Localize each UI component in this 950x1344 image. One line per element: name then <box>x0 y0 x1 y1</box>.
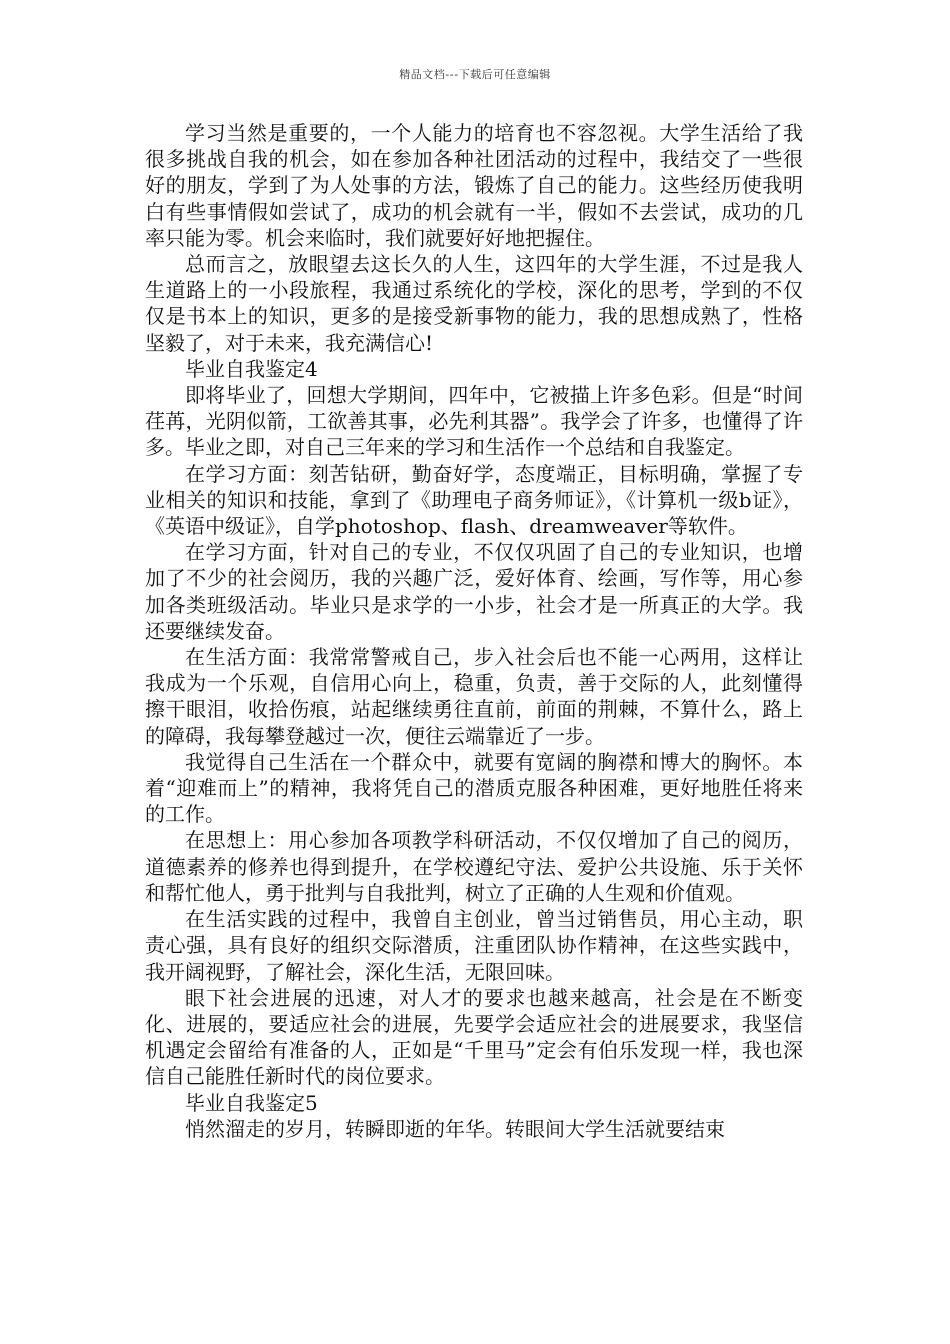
paragraph-6: 在生活方面：我常常警戒自己，步入社会后也不能一心两用，这样让我成为一个乐观，自信用心向上，稳重，负责，善于交际的人，此刻懂得擦干眼泪，收拾伤痕，站起继续勇往直前，前面的荆棘，不算什么，路上的障碍，我每攀登越过一次，便往云端靠近了一步。 <box>145 645 803 748</box>
paragraph-3: 即将毕业了，回想大学期间，四年中，它被描上许多色彩。但是“时间荏苒，光阴似箭，工欲善其事，必先利其器”。我学会了许多，也懂得了许多。毕业之即，对自己三年来的学习和生活作一个总结和自我鉴定。 <box>145 383 803 460</box>
paragraph-1: 学习当然是重要的，一个人能力的培育也不容忽视。大学生活给了我很多挑战自我的机会，如在参加各种社团活动的过程中，我结交了一些很好的朋友，学到了为人处事的方法，锻炼了自己的能力。这些经历使我明白有些事情假如尝试了，成功的机会就有一半，假如不去尝试，成功的几率只能为零。机会来临时，我们就要好好地把握住。 <box>145 121 803 250</box>
section-heading-4: 毕业自我鉴定4 <box>185 356 318 381</box>
paragraph-11: 悄然溜走的岁月，转瞬即逝的年华。转眼间大学生活就要结束 <box>185 1116 725 1141</box>
paragraph-4: 在学习方面：刻苦钻研，勤奋好学，态度端正，目标明确，掌握了专业相关的知识和技能，拿到了《助理电子商务师证》，《计算机一级b证》，《英语中级证》，自学photoshop、flash、dreamweaver等软件。 <box>145 461 803 539</box>
paragraph-9: 在生活实践的过程中，我曾自主创业，曾当过销售员，用心主动，职责心强，具有良好的组织交际潜质，注重团队协作精神，在这些实践中，我开阔视野，了解社会，深化生活，无限回味。 <box>145 907 803 984</box>
paragraph-7: 我觉得自己生活在一个群众中，就要有宽阔的胸襟和博大的胸怀。本着“迎难而上”的精神，我将凭自己的潜质克服各种困难，更好地胜任将来的工作。 <box>145 749 803 827</box>
paragraph-8: 在思想上：用心参加各项教学科研活动，不仅仅增加了自己的阅历，道德素养的修养也得到提升，在学校遵纪守法、爱护公共设施、乐于关怀和帮忙他人，勇于批判与自我批判，树立了正确的人生观和价值观。 <box>145 828 803 905</box>
document-body <box>145 120 803 1142</box>
paragraph-5: 在学习方面，针对自己的专业，不仅仅巩固了自己的专业知识，也增加了不少的社会阅历，我的兴趣广泛，爱好体育、绘画，写作等，用心参加各类班级活动。毕业只是求学的一小步，社会才是一所真正的大学。我还要继续发奋。 <box>145 540 803 643</box>
paragraph-10: 眼下社会进展的迅速，对人才的要求也越来越高，社会是在不断变化、进展的，要适应社会的进展，先要学会适应社会的进展要求，我坚信机遇定会留给有准备的人，正如是“千里马”定会有伯乐发现一样，我也深信自己能胜任新时代的岗位要求。 <box>145 985 803 1089</box>
section-heading-5: 毕业自我鉴定5 <box>185 1090 318 1115</box>
paragraph-2: 总而言之，放眼望去这长久的人生，这四年的大学生涯，不过是我人生道路上的一小段旅程，我通过系统化的学校，深化的思考，学到的不仅仅是书本上的知识，更多的是接受新事物的能力，我的思想成熟了，性格坚毅了，对于未来，我充满信心! <box>145 252 803 355</box>
page-header: 精品文档---下载后可任意编辑 <box>399 68 551 81</box>
